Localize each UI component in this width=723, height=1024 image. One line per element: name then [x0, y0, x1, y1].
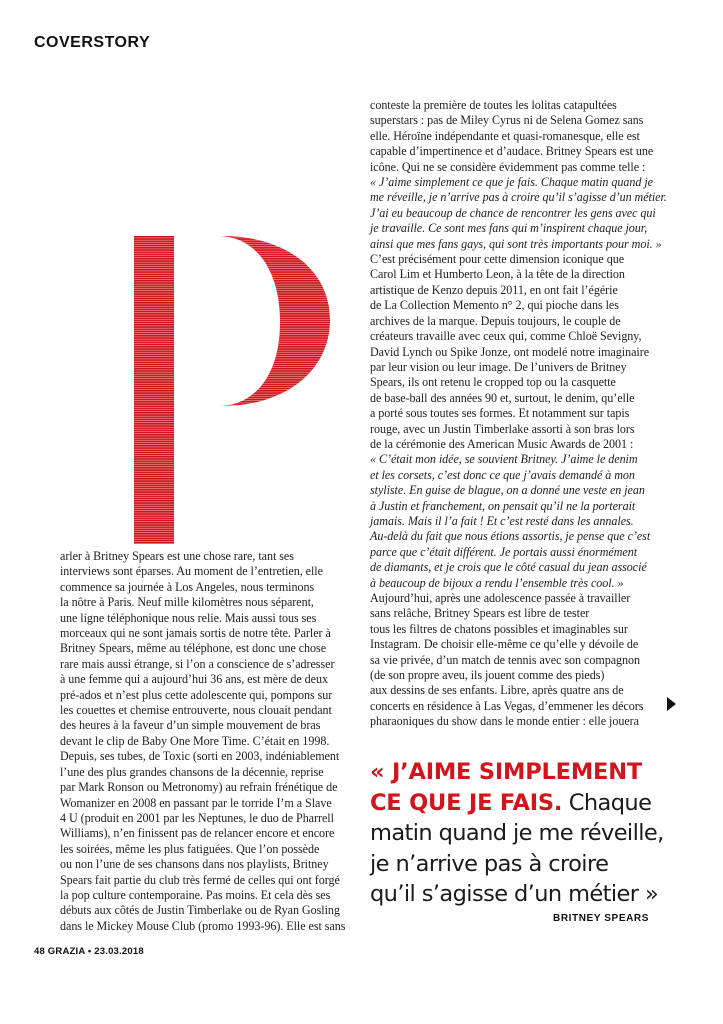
body-line: Williams), n’en finissent pas de relancer encore et encore — [60, 826, 335, 841]
body-line: pré-ados et n’est plus cette adolescente qui, pompons sur — [60, 687, 333, 702]
body-line: 4 U (produit en 2001 par les Neptunes, le duo de Pharrell — [60, 810, 334, 825]
pull-quote-author: BRITNEY SPEARS — [553, 913, 650, 924]
body-line: Instagram. De choisir elle-même ce qu’elle y dévoile de — [370, 637, 639, 652]
pull-quote-line: matin quand je me réveille, — [370, 820, 664, 846]
pull-quote-line: CE QUE JE FAIS. Chaque — [370, 789, 652, 816]
page-folio: 48 GRAZIA • 23.03.2018 — [34, 946, 144, 957]
quote-line: parce que c’était différent. Je portais aussi énormément — [370, 544, 638, 559]
body-line: capable d’impertinence et d’audace. Britney Spears est une — [370, 144, 654, 159]
body-line: interviews sont éparses. Au moment de l’entretien, elle — [60, 564, 323, 579]
quote-line: je travaille. Ce sont mes fans qui m’inspirent chaque jour, — [370, 221, 648, 236]
quote-line: jamais. Mais il l’a fait ! Et c’est resté dans les annales. — [370, 513, 634, 528]
quote-line: à beaucoup de bijoux a rendu l’ensemble très cool. » — [370, 575, 624, 590]
drop-cap-letter — [134, 236, 330, 544]
body-line: aux dessins de ses enfants. Libre, après quatre ans de — [370, 683, 624, 698]
quote-line: « C’était mon idée, se souvient Britney. J’aime le denim — [370, 452, 638, 467]
body-line: tous les filtres de chatons possibles et imaginables sur — [370, 621, 628, 636]
body-line: les couettes et chemise entrouverte, nous clouait pendant — [60, 703, 332, 718]
continue-arrow-icon — [667, 697, 676, 711]
body-line: l’une des plus grandes chansons de la décennie, reprise — [60, 764, 324, 779]
body-line: conteste la première de toutes les lolitas catapultées — [370, 98, 617, 112]
body-line: des heures à la faveur d’un simple mouvement de bras — [60, 718, 321, 733]
pull-quote-line: qu’il s’agisse d’un métier » — [370, 881, 659, 907]
body-line: créateurs travaille avec ceux qui, comme Chloë Sevigny, — [370, 329, 642, 344]
body-line: dans le Mickey Mouse Club (promo 1993-96). Elle est sans — [60, 918, 346, 933]
body-line: Carol Lim et Humberto Leon, à la tête de la direction — [370, 267, 625, 282]
body-line: arler à Britney Spears est une chose rare, tant ses — [60, 549, 294, 563]
body-line: Spears fait partie du club très fermé de celles qui ont forgé — [60, 872, 340, 887]
body-line: a porté sous toutes ses formes. Et notamment sur tapis — [370, 406, 630, 421]
drop-cap — [134, 236, 330, 544]
quote-line: « J’aime simplement ce que je fais. Chaque matin quand je — [370, 175, 653, 190]
body-line: Womanizer en 2008 en passant par le torride I’m a Slave — [60, 795, 332, 810]
body-line: rouge, avec un Justin Timberlake assorti à son bras lors — [370, 421, 635, 436]
body-line: à une femme qui a aujourd’hui 36 ans, est mère de deux — [60, 672, 328, 687]
body-line: Depuis, ses tubes, de Toxic (sorti en 2003, indéniablement — [60, 749, 340, 764]
body-line: une ligne téléphonique nous relie. Mais aussi tous ses — [60, 610, 317, 625]
body-line: la pop culture contemporaine. Pas moins. Et cela dès ses — [60, 887, 331, 902]
body-line: elle. Héroïne indépendante et quasi-romanesque, elle est — [370, 128, 640, 143]
body-line: David Lynch ou Spike Jonze, ont modelé notre imaginaire — [370, 344, 650, 359]
body-line: ou non l’une de ses chansons dans nos playlists, Britney — [60, 857, 329, 872]
body-line: de la cérémonie des American Music Awards de 2001 : — [370, 436, 634, 451]
quote-line: et les corsets, c’est donc ce que j’avais demandé à mon — [370, 467, 635, 482]
pull-quote — [370, 757, 700, 910]
quote-line: me réveille, je n’arrive pas à croire qu’il s’agisse d’un métier. — [370, 190, 667, 205]
body-line: devant le clip de Baby One More Time. C’était en 1998. — [60, 733, 330, 748]
body-line: de La Collection Memento n° 2, qui pioche dans les — [370, 298, 619, 313]
quote-line: de diamants, et je crois que le côté casual du jean associé — [370, 560, 647, 575]
body-line: la nôtre à Paris. Neuf mille kilomètres nous séparent, — [60, 595, 314, 610]
body-line: archives de la marque. Depuis toujours, le couple de — [370, 313, 621, 328]
body-line: superstars : pas de Miley Cyrus ni de Selena Gomez sans — [370, 113, 644, 128]
body-line: les soirées, même les plus fatiguées. Que l’on possède — [60, 841, 320, 856]
body-line: icône. Qui ne se considère évidemment pas comme telle : — [370, 159, 646, 174]
body-line: artistique de Kenzo depuis 2011, en ont fait l’égérie — [370, 282, 618, 297]
body-line: commence sa journée à Los Angeles, nous terminons — [60, 579, 315, 594]
body-line: sans relâche, Britney Spears est libre de tester — [370, 606, 590, 621]
article-left-column — [60, 549, 360, 934]
section-label: COVERSTORY — [34, 34, 151, 51]
body-line: concerts en résidence à Las Vegas, d’emmener les décors — [370, 698, 644, 713]
pull-quote-line: je n’arrive pas à croire — [370, 850, 609, 877]
body-line: sa vie privée, d’un match de tennis avec son compagnon — [370, 652, 640, 667]
body-line: pharaoniques du show dans le monde entier : elle jouera — [370, 714, 639, 729]
body-line: débuts aux côtés de Justin Timberlake ou de Ryan Gosling — [60, 903, 340, 918]
quote-line: Au-delà du fait que nous étions assortis, je pense que c’est — [370, 529, 651, 544]
body-line: de base-ball des années 90 et, surtout, le denim, qu’elle — [370, 390, 635, 405]
body-line: par leur vision ou leur image. De l’univers de Britney — [370, 359, 627, 374]
body-line: morceaux qui ne sont jamais sortis de notre tête. Parler à — [60, 626, 331, 641]
body-line: Aujourd’hui, après une adolescence passée à travailler — [370, 591, 631, 605]
body-line: Spears, ils ont retenu le cropped top ou la casquette — [370, 375, 616, 390]
quote-line: ainsi que mes fans gays, qui sont très importants pour moi. » — [370, 236, 662, 251]
body-line: (de son propre aveu, ils jouent comme des pieds) — [370, 668, 605, 683]
body-line: par Mark Ronson ou Metronomy) au refrain frénétique de — [60, 780, 338, 795]
quote-line: J’ai eu beaucoup de chance de rencontrer les gens avec qui — [370, 205, 656, 220]
quote-line: à Justin et franchement, on pensait qu’il ne la porterait — [370, 498, 636, 513]
body-line: rare mais aussi étrange, si l’on a conscience de s’adresser — [60, 656, 335, 671]
body-line: C’est précisément pour cette dimension iconique que — [370, 252, 625, 267]
body-line: Britney Spears, même au téléphone, est donc une chose — [60, 641, 327, 656]
pull-quote-emphasis: « J’AIME SIMPLEMENT — [370, 759, 642, 785]
article-right-column — [370, 98, 670, 730]
quote-line: styliste. En guise de blague, on a donné une veste en jean — [370, 483, 645, 498]
